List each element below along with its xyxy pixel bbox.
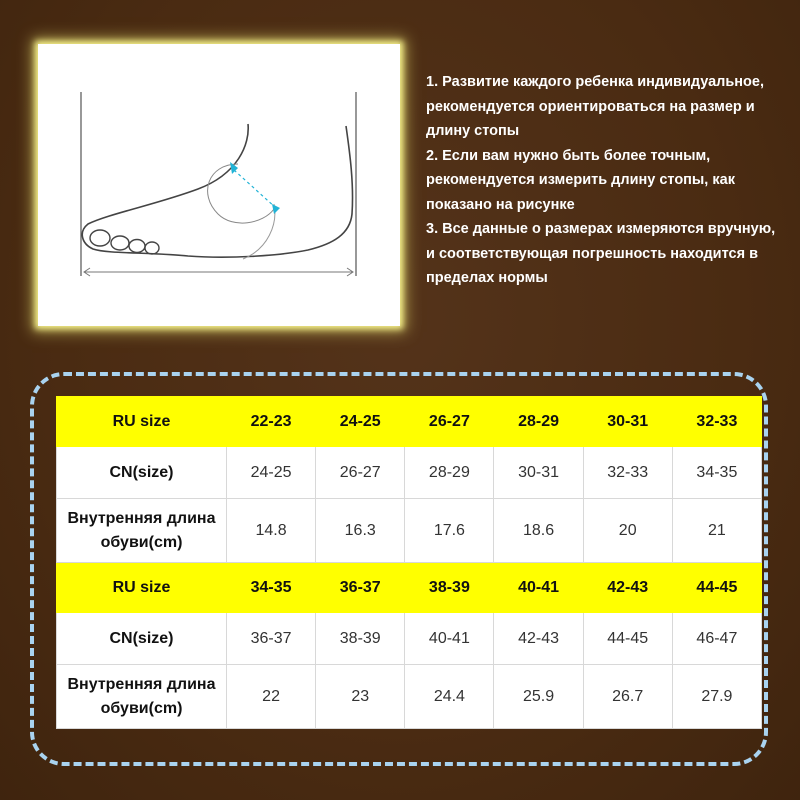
ru-cell: 24-25 — [316, 397, 405, 447]
ru-cell: 26-27 — [405, 397, 494, 447]
length-cell: 24.4 — [405, 665, 494, 729]
ru-cell: 30-31 — [583, 397, 672, 447]
ru-cell: 28-29 — [494, 397, 583, 447]
row-label-length: Внутренняя длина обуви(cm) — [57, 499, 227, 563]
length-cell: 14.8 — [227, 499, 316, 563]
length-cell: 23 — [316, 665, 405, 729]
ru-cell: 36-37 — [316, 563, 405, 613]
length-cell: 17.6 — [405, 499, 494, 563]
table-row-length-2 — [57, 665, 762, 729]
foot-measurement-illustration — [38, 44, 400, 326]
row-label-cn: CN(size) — [57, 613, 227, 665]
row-label-cn: CN(size) — [57, 447, 227, 499]
length-cell: 20 — [583, 499, 672, 563]
table-row-cn-2 — [57, 613, 762, 665]
ru-cell: 38-39 — [405, 563, 494, 613]
ru-cell: 40-41 — [494, 563, 583, 613]
note-1: 1. Развитие каждого ребенка индивидуальное, рекомендуется ориентироваться на размер и длину стопы — [426, 74, 765, 139]
table-row-ru-1 — [57, 397, 762, 447]
ru-cell: 32-33 — [672, 397, 761, 447]
size-notes — [426, 70, 786, 291]
ru-cell: 42-43 — [583, 563, 672, 613]
cn-cell: 24-25 — [227, 447, 316, 499]
cn-cell: 42-43 — [494, 613, 583, 665]
length-cell: 21 — [672, 499, 761, 563]
row-label-ru: RU size — [57, 563, 227, 613]
ru-cell: 34-35 — [227, 563, 316, 613]
cn-cell: 34-35 — [672, 447, 761, 499]
row-label-ru: RU size — [57, 397, 227, 447]
length-cell: 18.6 — [494, 499, 583, 563]
foot-outline-icon — [38, 44, 400, 326]
table-row-ru-2 — [57, 563, 762, 613]
table-row-cn-1 — [57, 447, 762, 499]
length-cell: 27.9 — [672, 665, 761, 729]
cn-cell: 44-45 — [583, 613, 672, 665]
ru-cell: 44-45 — [672, 563, 761, 613]
cn-cell: 28-29 — [405, 447, 494, 499]
cn-cell: 36-37 — [227, 613, 316, 665]
cn-cell: 38-39 — [316, 613, 405, 665]
size-chart-table — [56, 396, 762, 729]
note-3: 3. Все данные о размерах измеряются вручную, и соответствующая погрешность находится в пределах нормы — [426, 221, 776, 286]
cn-cell: 30-31 — [494, 447, 583, 499]
length-cell: 25.9 — [494, 665, 583, 729]
length-cell: 16.3 — [316, 499, 405, 563]
ru-cell: 22-23 — [227, 397, 316, 447]
cn-cell: 26-27 — [316, 447, 405, 499]
cn-cell: 32-33 — [583, 447, 672, 499]
note-2: 2. Если вам нужно быть более точным, рекомендуется измерить длину стопы, как показано на рисунке — [426, 147, 735, 213]
length-cell: 22 — [227, 665, 316, 729]
length-cell: 26.7 — [583, 665, 672, 729]
cn-cell: 46-47 — [672, 613, 761, 665]
row-label-length: Внутренняя длина обуви(cm) — [57, 665, 227, 729]
cn-cell: 40-41 — [405, 613, 494, 665]
table-row-length-1 — [57, 499, 762, 563]
